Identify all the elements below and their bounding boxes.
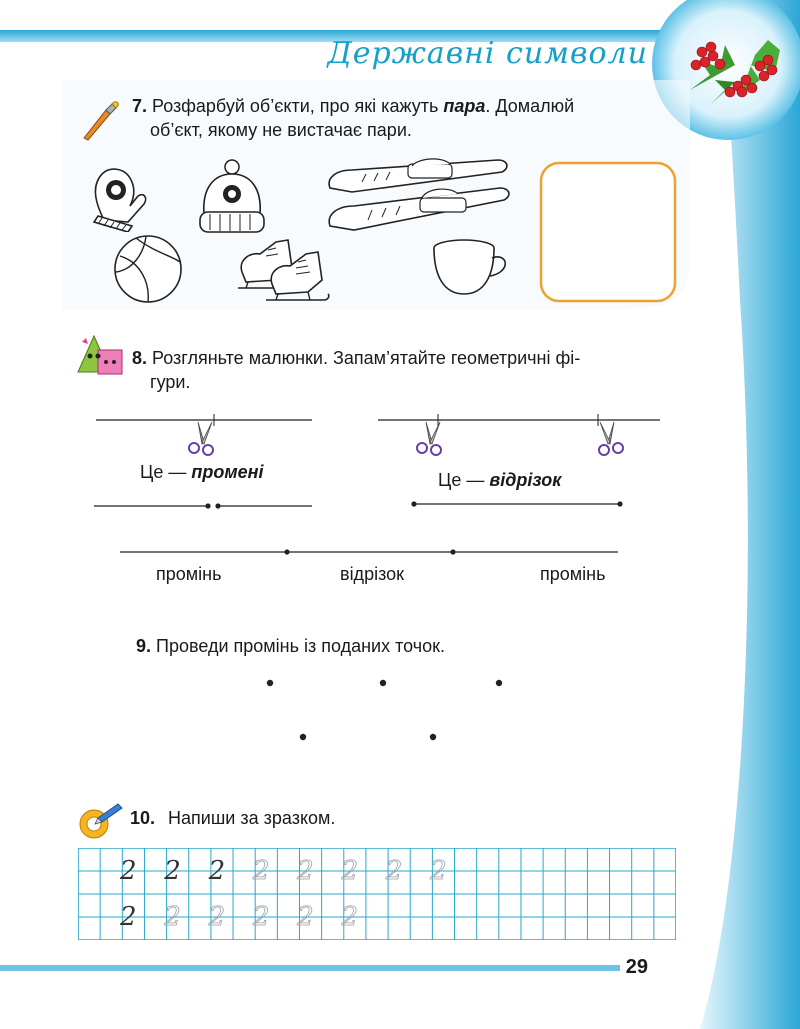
cup-drawing xyxy=(428,236,512,300)
task-7 xyxy=(132,94,672,142)
segment-caption xyxy=(438,470,561,491)
pencil-sun-icon xyxy=(76,800,124,842)
sample-digit: 2 xyxy=(297,856,314,886)
sample-digit: 2 xyxy=(208,902,226,932)
bottom-label-segment: відрізок xyxy=(340,564,405,584)
task-8-text-line1: Розгляньте малюнки. Запам’ятайте геометричні фі- xyxy=(152,348,581,368)
rays-caption xyxy=(140,462,264,483)
task-8-number: 8. xyxy=(132,348,148,368)
task-7-text-line2: об’єкт, якому не вистачає пари. xyxy=(150,120,412,140)
task-10-text: Напиши за зразком. xyxy=(168,808,336,828)
section-title: Державні символи xyxy=(327,36,648,71)
task-7-text-a: Розфарбуй об’єкти, про які кажуть xyxy=(152,96,444,116)
rays-caption-term: промені xyxy=(191,462,264,482)
sample-digit: 2 xyxy=(341,856,359,886)
task-8 xyxy=(132,346,672,394)
segment-caption-prefix: Це — xyxy=(438,470,490,490)
triangle-characters-icon xyxy=(74,332,126,376)
sample-digit: 2 xyxy=(164,902,181,932)
sample-digit: 2 xyxy=(297,902,314,932)
task-7-emphasis: пара xyxy=(443,96,486,116)
task-9 xyxy=(136,634,445,658)
segment-caption-term: відрізок xyxy=(489,470,562,490)
task-10-number: 10. xyxy=(130,808,156,828)
mitten-drawing xyxy=(84,160,154,232)
sample-digit: 2 xyxy=(385,856,403,886)
task-7-text-b: . Домалюй xyxy=(485,96,575,116)
task-9-number: 9. xyxy=(136,636,152,656)
task-9-text: Проведи промінь із поданих точок. xyxy=(156,636,446,656)
sample-digit: 2 xyxy=(208,856,226,886)
brush-icon xyxy=(78,100,120,142)
sample-digit: 2 xyxy=(120,902,137,932)
scissors-icon xyxy=(592,420,628,456)
point xyxy=(496,680,502,686)
sample-digit: 2 xyxy=(341,902,359,932)
drawing-frame[interactable] xyxy=(538,160,678,304)
skates-drawing xyxy=(232,232,340,306)
ball-drawing xyxy=(110,232,186,306)
sample-digit: 2 xyxy=(430,856,447,886)
point xyxy=(267,680,273,686)
task-10 xyxy=(130,806,335,830)
task-8-text-line2: гури. xyxy=(150,372,191,392)
viburnum-berries-icon xyxy=(680,20,790,120)
bottom-label-ray-left: промінь xyxy=(156,564,222,584)
page-number: 29 xyxy=(625,956,648,978)
point xyxy=(380,680,386,686)
skis-drawing xyxy=(322,158,518,244)
sample-digit: 2 xyxy=(252,856,270,886)
scissors-icon xyxy=(412,420,448,456)
scissors-icon xyxy=(184,420,220,456)
point xyxy=(430,734,436,740)
point xyxy=(300,734,306,740)
task-9-points[interactable] xyxy=(0,660,800,760)
sample-digit: 2 xyxy=(164,856,181,886)
sample-digit: 2 xyxy=(120,856,137,886)
rays-caption-prefix: Це — xyxy=(140,462,192,482)
winter-hat-drawing xyxy=(192,158,272,236)
task-7-number: 7. xyxy=(132,96,148,116)
sample-digit: 2 xyxy=(252,902,270,932)
bottom-label-ray-right: промінь xyxy=(540,564,606,584)
